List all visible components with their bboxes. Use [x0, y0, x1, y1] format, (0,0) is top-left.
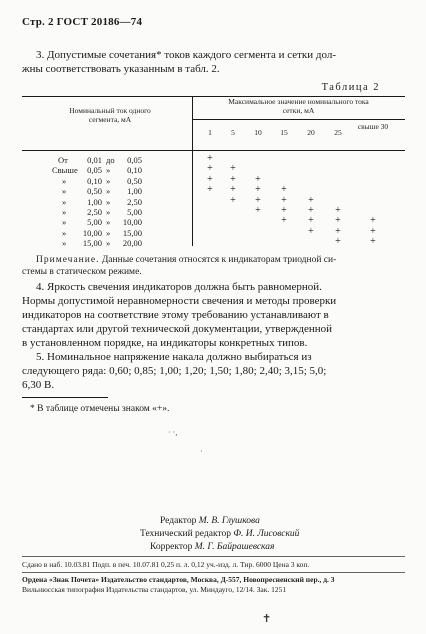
plus-mark: +: [230, 184, 236, 196]
credit-editor: Редактор М. В. Глушкова: [160, 516, 260, 526]
row-prefix: »: [62, 207, 67, 217]
para3-line2: жны соответствовать указанным в табл. 2.: [22, 63, 220, 75]
row-from: 0,50: [87, 186, 102, 197]
row-from: 2,50: [87, 207, 102, 217]
row-sep: до: [106, 155, 115, 165]
row-sep: »: [106, 217, 111, 228]
plus-mark: +: [281, 194, 287, 206]
row-to: 0,50: [127, 175, 142, 186]
para4-line1: 4. Яркость свечения индикаторов должна быть равномерной.: [36, 281, 322, 293]
para5-line3: 6,30 В.: [22, 379, 55, 391]
row-from: 5,00: [87, 217, 102, 228]
para5-line2: следующего ряда: 0,60; 0,85; 1,00; 1,20; 1,50; 1,80; 2,40; 3,15; 5,0;: [22, 365, 327, 377]
plus-mark: +: [335, 215, 341, 227]
row-to: 2,50: [127, 196, 142, 207]
speck-mark: · ·,: [168, 428, 178, 437]
row-to: 0,10: [127, 165, 142, 176]
para4-line5: в установленном порядке, на индикаторы конкретных типов.: [22, 337, 308, 349]
row-from: 15,00: [82, 238, 102, 249]
table-note-line2: стемы в статическом режиме.: [22, 267, 142, 277]
plus-mark: +: [281, 205, 287, 216]
col1-header: Номинальный ток одного сегмента, мА: [69, 106, 151, 124]
group-header: Максимальное значение номинального тока сетки, мА: [228, 97, 369, 115]
plus-mark: +: [255, 194, 261, 206]
plus-mark: +: [207, 153, 213, 164]
row-prefix: »: [62, 227, 67, 238]
table-title: Таблица 2: [321, 82, 380, 93]
plus-mark: +: [335, 225, 341, 237]
row-to: 1,00: [127, 186, 142, 197]
row-prefix: »: [62, 238, 67, 249]
plus-mark: +: [335, 236, 341, 248]
row-sep: »: [106, 165, 111, 176]
plus-mark: +: [308, 205, 314, 216]
plus-mark: +: [308, 215, 314, 227]
row-from: 0,05: [87, 165, 102, 176]
plus-mark: +: [308, 194, 314, 206]
row-sep: »: [106, 207, 111, 217]
plus-mark: +: [230, 173, 236, 185]
table-group-rule: [192, 119, 405, 120]
imprint-line1: Сдано в наб. 10.03.81 Подп. в печ. 10.07.81 0,25 п. л. 0,12 уч.-изд. л. Тир. 6000 Цена 3 коп.: [22, 560, 310, 569]
para4-line2: Нормы допустимой неравномерности свечения и методы проверки: [22, 295, 337, 307]
row-to: 5,00: [127, 207, 142, 217]
plus-mark: +: [255, 205, 261, 216]
grid-col-header: 1: [208, 128, 212, 137]
row-prefix: »: [62, 186, 67, 197]
plus-mark: +: [308, 225, 314, 237]
imprint-line2: Ордена «Знак Почета» Издательство стандартов, Москва, Д-557, Новопресненский пер., д. 3: [22, 575, 335, 584]
table-note-line1: Примечание. Данные сочетания относятся к индикаторам триодной си-: [36, 255, 337, 265]
plus-mark: +: [255, 184, 261, 196]
table-header-rule: [22, 150, 405, 151]
plus-mark: +: [281, 215, 287, 227]
para4-line3: индикаторов на соответствие этому требованию устанавливают в: [22, 309, 329, 321]
row-to: 0,05: [127, 155, 142, 165]
row-to: 20,00: [122, 238, 142, 249]
printer-mark: ✝: [262, 613, 272, 625]
plus-mark: +: [207, 184, 213, 196]
plus-mark: +: [335, 205, 341, 216]
grid-col-header: свыше 30: [357, 122, 389, 131]
grid-col-header: 5: [231, 128, 235, 137]
row-to: 10,00: [122, 217, 142, 228]
row-from: 0,01: [87, 155, 102, 165]
footnote: * В таблице отмечены знаком «+».: [30, 404, 170, 414]
row-from: 10,00: [82, 227, 102, 238]
plus-mark: +: [370, 225, 376, 237]
grid-col-header: 20: [307, 128, 315, 137]
row-from: 0,10: [87, 175, 102, 186]
row-prefix: Свыше: [52, 165, 78, 176]
row-from: 1,00: [87, 196, 102, 207]
row-prefix: »: [62, 175, 67, 186]
page-header: Стр. 2 ГОСТ 20186—74: [22, 16, 143, 28]
row-prefix: От: [58, 155, 68, 165]
speck-mark: ·: [200, 447, 203, 456]
row-sep: »: [106, 175, 111, 186]
plus-mark: +: [255, 173, 261, 185]
row-sep: »: [106, 238, 111, 249]
row-prefix: »: [62, 196, 67, 207]
row-sep: »: [106, 227, 111, 238]
plus-mark: +: [370, 215, 376, 227]
row-to: 15,00: [122, 227, 142, 238]
plus-mark: +: [207, 163, 213, 175]
plus-mark: +: [370, 236, 376, 248]
table-col-divider: [192, 96, 193, 246]
row-prefix: »: [62, 217, 67, 228]
plus-mark: +: [230, 194, 236, 206]
para3-line1: 3. Допустимые сочетания* токов каждого сегмента и сетки дол-: [36, 49, 337, 61]
credit-corrector: Корректор М. Г. Байрашевская: [150, 542, 275, 552]
grid-col-header: 25: [334, 128, 342, 137]
para4-line4: стандартах или другой технической документации, утвержденной: [22, 323, 333, 335]
row-sep: »: [106, 186, 111, 197]
plus-mark: +: [281, 184, 287, 196]
plus-mark: +: [207, 173, 213, 185]
para5-line1: 5. Номинальное напряжение накала должно выбираться из: [36, 351, 312, 363]
plus-mark: +: [230, 163, 236, 175]
row-sep: »: [106, 196, 111, 207]
credit-tech-editor: Технический редактор Ф. И. Лисовский: [140, 529, 300, 539]
footnote-rule: [22, 397, 108, 398]
imprint-rule: [22, 556, 405, 557]
grid-col-header: 10: [254, 128, 262, 137]
grid-col-header: 15: [280, 128, 288, 137]
imprint-rule-2: [22, 572, 405, 573]
imprint-line3: Вильнюсская типография Издательства стандартов, ул. Миндауго, 12/14. Зак. 1251: [22, 585, 287, 594]
note-label: Примечание.: [36, 255, 100, 265]
